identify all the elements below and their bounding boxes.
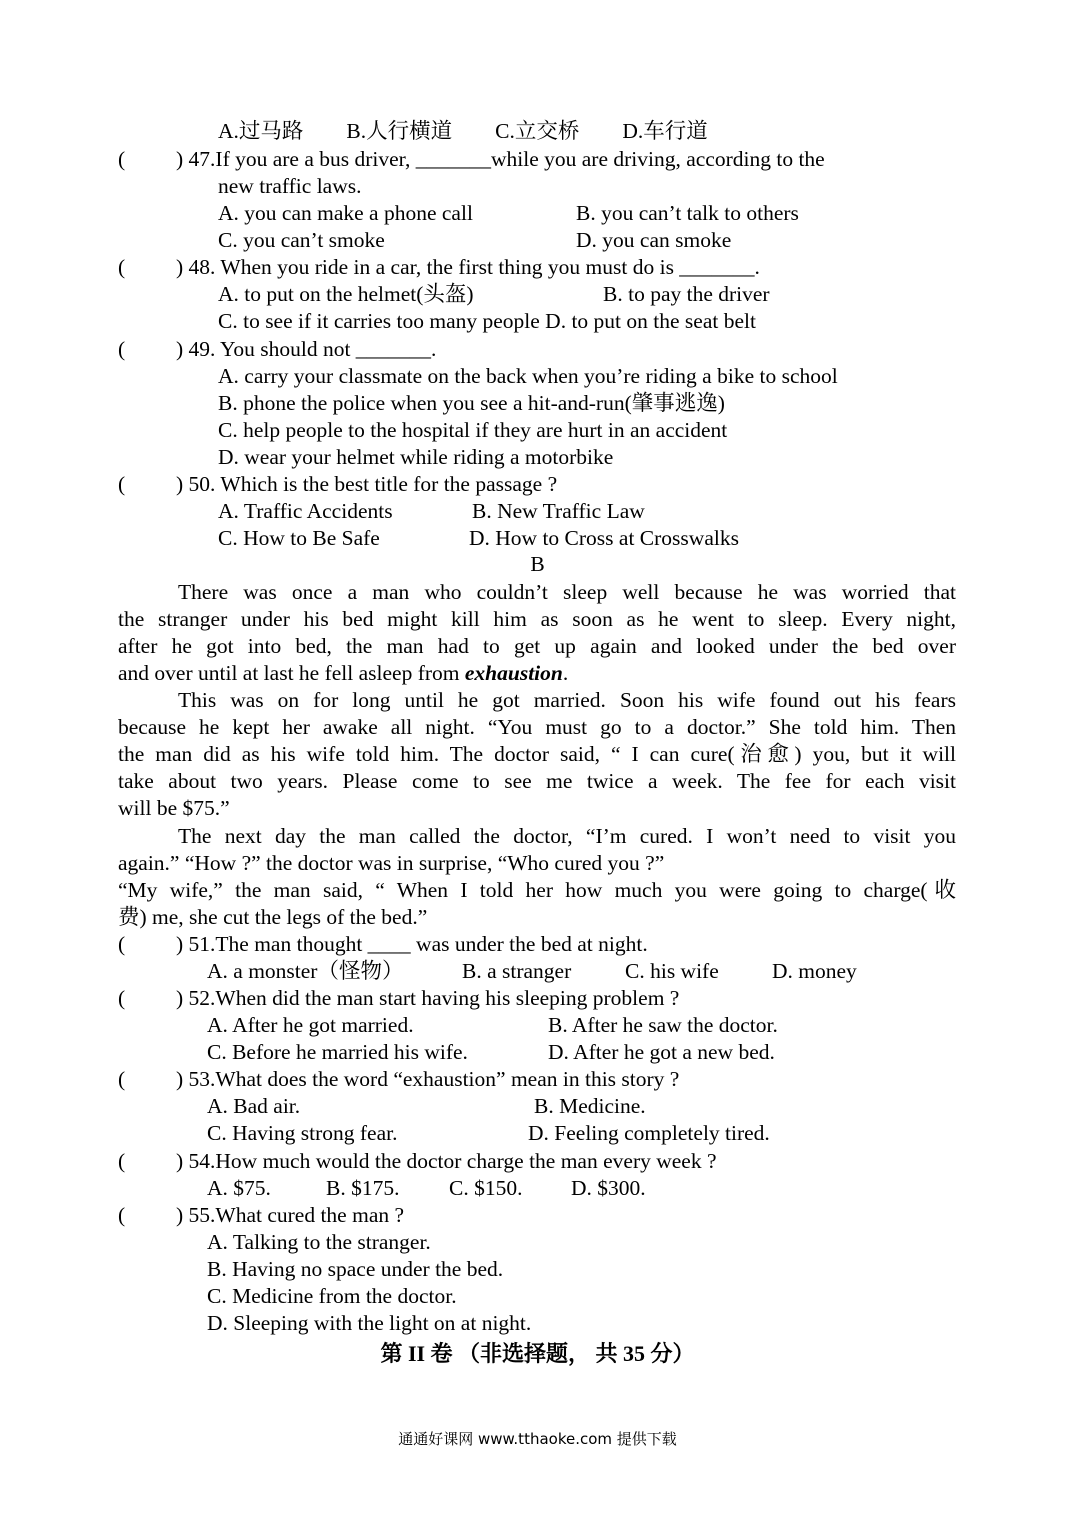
- q50-option-a: A. Traffic Accidents: [218, 499, 393, 523]
- q49-stem: ) 49. You should not _______.: [176, 337, 437, 361]
- q53-option-a: A. Bad air.: [207, 1094, 301, 1118]
- q51-paren: (: [118, 932, 126, 956]
- passage-line: because he kept her awake all night. “You must go to a doctor.” She told him. Then: [118, 715, 956, 739]
- q48-option-b: B. to pay the driver: [603, 282, 770, 306]
- q49-option-b: B. phone the police when you see a hit-and-run(肇事逃逸): [218, 391, 725, 415]
- q54-option-a: A. $75.: [207, 1176, 271, 1200]
- q48-paren: (: [118, 255, 126, 279]
- passage-text: .: [562, 661, 569, 685]
- passage-line: again.” “How ?” the doctor was in surprise, “Who cured you ?”: [118, 851, 665, 875]
- q54-option-c: C. $150.: [449, 1176, 523, 1200]
- q54-stem: ) 54.How much would the doctor charge the man every week ?: [176, 1149, 717, 1173]
- q54-option-b: B. $175.: [326, 1176, 400, 1200]
- passage-text: and over until at last he fell asleep from: [118, 661, 465, 685]
- q50-option-d: D. How to Cross at Crosswalks: [469, 526, 739, 550]
- exhaustion-word: exhaustion: [464, 661, 563, 685]
- q47-option-d: D. you can smoke: [576, 228, 732, 252]
- q50-option-b: B. New Traffic Law: [472, 499, 645, 523]
- passage-line: “My wife,” the man said, “ When I told her how much you were going to charge(收: [118, 878, 956, 902]
- q51-option-a: A. a monster（怪物）: [207, 959, 404, 983]
- q50-paren: (: [118, 472, 126, 496]
- q51-option-c: C. his wife: [625, 959, 719, 983]
- q49-option-d: D. wear your helmet while riding a motorbike: [218, 445, 614, 469]
- q52-stem: ) 52.When did the man start having his sleeping problem ?: [176, 986, 680, 1010]
- q54-option-d: D. $300.: [571, 1176, 646, 1200]
- q53-option-b: B. Medicine.: [534, 1094, 646, 1118]
- q55-option-d: D. Sleeping with the light on at night.: [207, 1311, 532, 1335]
- q52-option-a: A. After he got married.: [207, 1013, 414, 1037]
- passage-line: the man did as his wife told him. The doctor said, “ I can cure(治愈) you, but it will: [118, 742, 956, 766]
- passage-line: There was once a man who couldn’t sleep well because he was worried that: [178, 580, 956, 604]
- q55-option-b: B. Having no space under the bed.: [207, 1257, 504, 1281]
- passage-line: will be $75.”: [118, 796, 230, 820]
- q49-option-a: A. carry your classmate on the back when you’re riding a bike to school: [218, 364, 838, 388]
- q53-paren: (: [118, 1067, 126, 1091]
- q47-paren: (: [118, 147, 126, 171]
- passage-line: take about two years. Please come to see me twice a week. The fee for each visit: [118, 769, 956, 793]
- q53-stem: ) 53.What does the word “exhaustion” mean in this story ?: [176, 1067, 680, 1091]
- q47-option-b: B. you can’t talk to others: [576, 201, 799, 225]
- q48-option-a: A. to put on the helmet(头盔): [218, 282, 474, 306]
- section-b-heading: B: [530, 552, 545, 576]
- q52-paren: (: [118, 986, 126, 1010]
- q51-option-d: D. money: [772, 959, 857, 983]
- q47-option-c: C. you can’t smoke: [218, 228, 385, 252]
- q48-option-cd: C. to see if it carries too many people D. to put on the seat belt: [218, 309, 756, 333]
- q49-paren: (: [118, 337, 126, 361]
- q50-stem: ) 50. Which is the best title for the passage ?: [176, 472, 558, 496]
- q49-option-c: C. help people to the hospital if they are hurt in an accident: [218, 418, 728, 442]
- passage-line: after he got into bed, the man had to get up again and looked under the bed over: [118, 634, 956, 658]
- q47-stem: ) 47.If you are a bus driver, _______while you are driving, according to the: [176, 147, 825, 171]
- q46-options: A.过马路 B.人行横道 C.立交桥 D.车行道: [218, 119, 708, 143]
- q55-option-a: A. Talking to the stranger.: [207, 1230, 431, 1254]
- q52-option-b: B. After he saw the doctor.: [548, 1013, 778, 1037]
- q51-option-b: B. a stranger: [462, 959, 572, 983]
- passage-line: the stranger under his bed might kill him as soon as he went to sleep. Every night,: [118, 607, 956, 631]
- q54-paren: (: [118, 1149, 126, 1173]
- passage-line: [118, 660, 568, 687]
- q53-option-d: D. Feeling completely tired.: [528, 1121, 770, 1145]
- passage-line: This was on for long until he got married. Soon his wife found out his fears: [178, 688, 956, 712]
- q55-option-c: C. Medicine from the doctor.: [207, 1284, 457, 1308]
- q53-option-c: C. Having strong fear.: [207, 1121, 398, 1145]
- q52-option-d: D. After he got a new bed.: [548, 1040, 775, 1064]
- footer-credit: 通通好课网 www.tthaoke.com 提供下载: [398, 1430, 677, 1448]
- q47-option-a: A. you can make a phone call: [218, 201, 473, 225]
- q55-paren: (: [118, 1203, 126, 1227]
- q47-stem-cont: new traffic laws.: [218, 174, 362, 198]
- q50-option-c: C. How to Be Safe: [218, 526, 380, 550]
- passage-line: The next day the man called the doctor, “I’m cured. I won’t need to visit you: [178, 824, 956, 848]
- part2-heading: 第 II 卷 （非选择题， 共 35 分）: [380, 1341, 695, 1366]
- q48-stem: ) 48. When you ride in a car, the first thing you must do is _______.: [176, 255, 760, 279]
- q52-option-c: C. Before he married his wife.: [207, 1040, 468, 1064]
- passage-line: 费) me, she cut the legs of the bed.”: [118, 905, 428, 929]
- q51-stem: ) 51.The man thought ____ was under the bed at night.: [176, 932, 648, 956]
- q55-stem: ) 55.What cured the man ?: [176, 1203, 405, 1227]
